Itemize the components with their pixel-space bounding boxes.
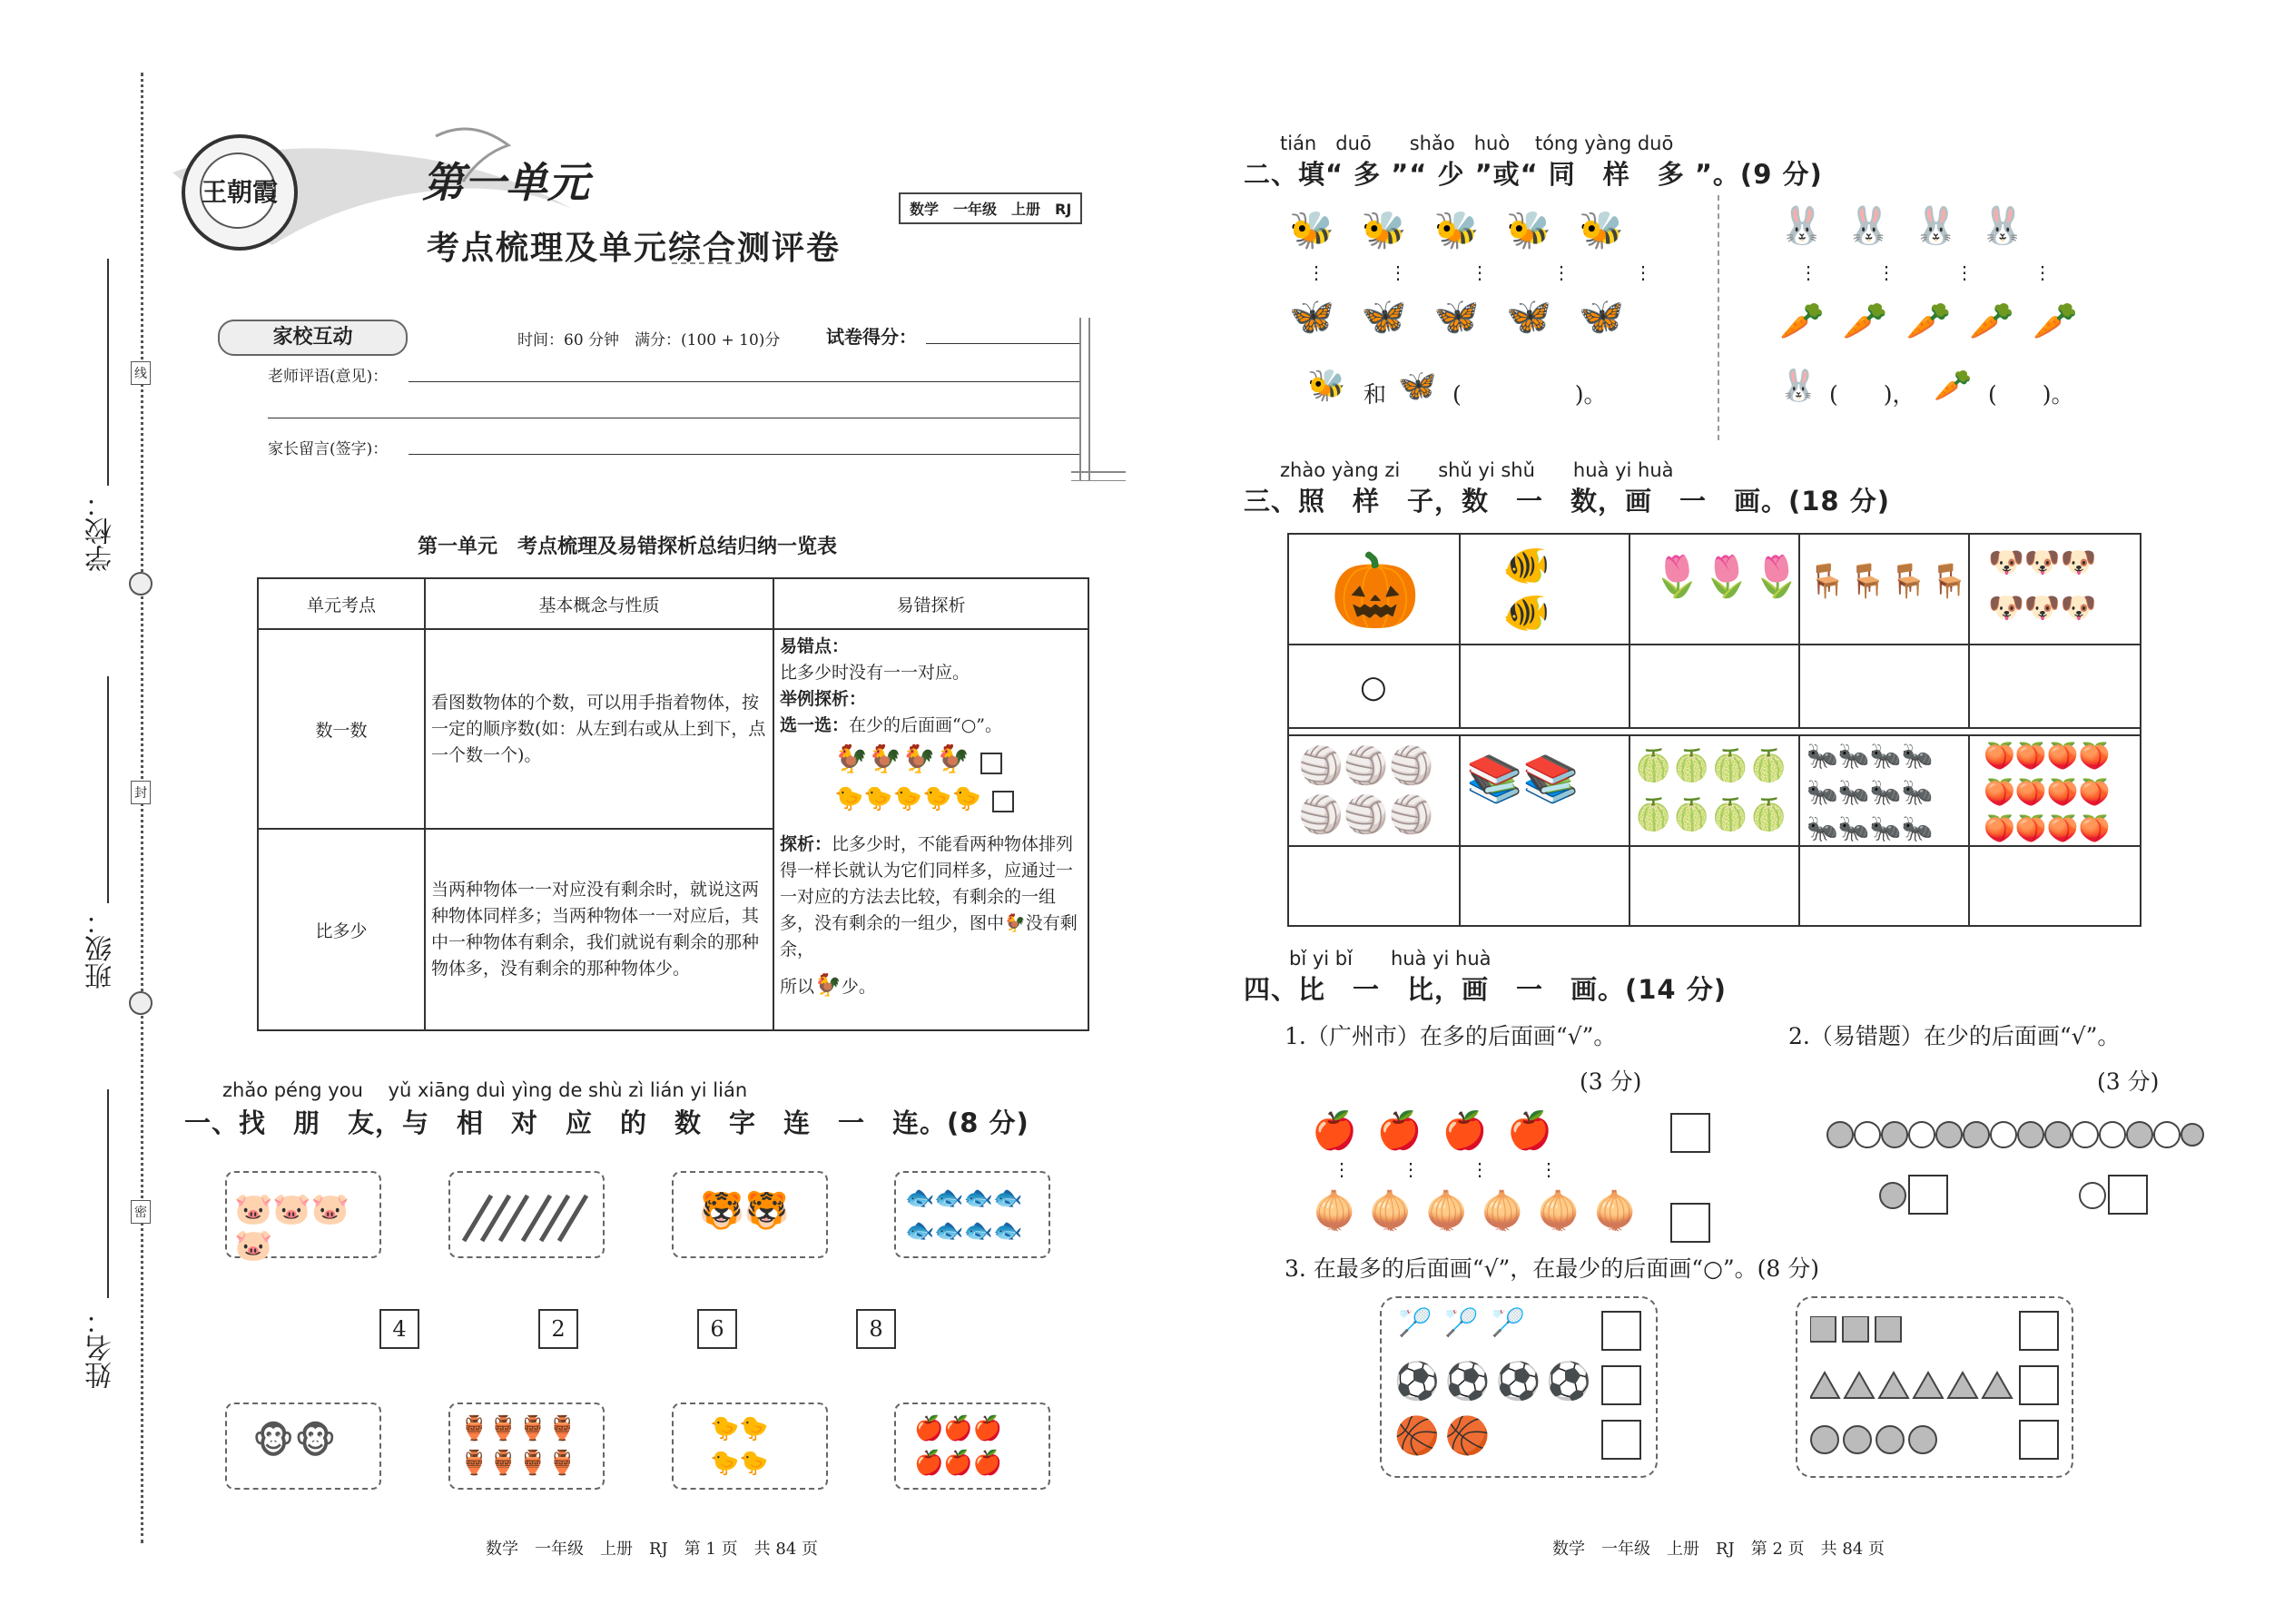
corner-decoration xyxy=(1071,300,1126,481)
jar-icon: 🏺🏺🏺🏺 🏺🏺🏺🏺 xyxy=(459,1415,577,1477)
teacher-comment-field[interactable] xyxy=(409,381,1080,382)
time-info: 时间：60 分钟 满分：(100 + 10)分 xyxy=(517,331,781,349)
answer-box[interactable] xyxy=(2019,1365,2059,1405)
picture-card[interactable] xyxy=(894,1403,1050,1490)
goldfish-icon: 🐠 🐠 xyxy=(1502,543,1551,635)
answer-cell[interactable] xyxy=(1289,847,1459,925)
bee-icon: 🐝 xyxy=(1307,368,1346,404)
tiger-icon: 🐯🐯 xyxy=(699,1190,790,1232)
apple-icon: 🍎🍎🍎 🍎🍎🍎 xyxy=(914,1415,1003,1477)
book-icon: 📚📚 xyxy=(1466,753,1580,805)
answer-box[interactable] xyxy=(1670,1113,1710,1153)
picture-card[interactable] xyxy=(448,1403,605,1490)
rabbit-icon: 🐰 xyxy=(1779,368,1818,404)
seal-mark: 线 xyxy=(131,361,151,385)
q2-title: 二、填“ 多 ”“ 少 ”或“ 同 样 多 ”。(9 分) xyxy=(1244,159,1823,190)
q4-sub1: 1.（广州市）在多的后面画“√”。 xyxy=(1285,1023,1617,1049)
choose-text: 在少的后面画“○”。 xyxy=(849,715,1003,735)
q4-pinyin: bǐ yi bǐ huà yi huà xyxy=(1289,948,1492,969)
answer-cell[interactable] xyxy=(1970,847,2138,925)
parent-comment-field[interactable] xyxy=(409,454,1080,455)
carrot-icon: 🥕 xyxy=(1934,368,1973,404)
melon-icon: 🍈🍈🍈🍈 🍈🍈🍈🍈 xyxy=(1634,748,1788,833)
chick-row xyxy=(834,786,1082,826)
answer-box[interactable] xyxy=(1601,1311,1641,1351)
analysis-text-2: 没有剩余， xyxy=(780,913,1078,960)
answer-box[interactable] xyxy=(2019,1311,2059,1351)
rooster-icon: 🐓 xyxy=(1004,913,1026,933)
answer-box[interactable] xyxy=(1601,1365,1641,1405)
seal-mark: 封 xyxy=(131,781,151,804)
answer-box[interactable] xyxy=(2108,1175,2148,1215)
answer-box[interactable] xyxy=(992,791,1014,812)
binding-hole xyxy=(129,572,153,595)
q3-title: 三、照 样 子，数 一 数，画 一 画。(18 分) xyxy=(1244,486,1890,517)
school-label: 学校： xyxy=(85,490,117,572)
brand-name: 王朝霞 xyxy=(201,177,278,207)
answer-box[interactable] xyxy=(1601,1420,1641,1460)
gray-bead xyxy=(1879,1182,1906,1209)
page-footer-left: 数学 一年级 上册 RJ 第 1 页 共 84 页 xyxy=(486,1540,819,1559)
unit-title: 第一单元 xyxy=(422,158,589,207)
ball-icon: 🏐🏐🏐 🏐🏐🏐 xyxy=(1298,745,1434,836)
ant-icon: 🐜🐜🐜🐜 🐜🐜🐜🐜 🐜🐜🐜🐜 xyxy=(1807,741,1934,843)
bird-icon: 🐤🐤 🐤🐤 xyxy=(710,1415,769,1477)
table-cell-error-analysis xyxy=(773,629,1088,1030)
shuttlecock-icon: 🏸🏸🏸 xyxy=(1398,1307,1539,1339)
answer-blank[interactable]: ( )， xyxy=(1829,381,1915,408)
apple-icon: 🍎🍎🍎🍎 xyxy=(1312,1110,1573,1152)
picture-card[interactable] xyxy=(225,1403,381,1490)
number-card[interactable]: 4 xyxy=(379,1309,419,1349)
number-card[interactable]: 8 xyxy=(856,1309,896,1349)
score-label: 试卷得分： xyxy=(826,326,917,348)
q2-pinyin: tián duō shǎo huò tóng yàng duō xyxy=(1280,133,1674,154)
answer-cell[interactable] xyxy=(1800,645,1968,725)
answer-cell[interactable] xyxy=(1461,847,1629,925)
class-label: 班级： xyxy=(85,908,117,989)
q4-sub3: 3. 在最多的后面画“√”，在最少的后面画“○”。(8 分) xyxy=(1285,1255,1820,1282)
football-icon: ⚽⚽⚽⚽ xyxy=(1394,1361,1598,1403)
sample-circle: ○ xyxy=(1360,669,1387,705)
butterfly-icon: 🦋 xyxy=(1398,368,1437,404)
q1-pinyin: zhǎo péng you yǔ xiāng duì yìng de shù zì lián yi lián xyxy=(222,1079,748,1101)
answer-box[interactable] xyxy=(1670,1203,1710,1243)
butterfly-icon: 🦋🦋🦋🦋🦋 xyxy=(1289,296,1652,338)
error-point: 比多少时没有一一对应。 xyxy=(780,663,970,683)
binding-dotted-line xyxy=(141,73,143,1543)
picture-card xyxy=(1380,1296,1658,1478)
score-field[interactable] xyxy=(926,343,1080,344)
q4-title: 四、比 一 比，画 一 画。(14 分) xyxy=(1244,974,1727,1005)
answer-cell[interactable] xyxy=(1461,645,1629,725)
q3-pinyin: zhào yàng zi shǔ yi shǔ huà yi huà xyxy=(1280,459,1674,481)
seal-mark: 密 xyxy=(131,1200,151,1224)
q4-sub2: 2.（易错题）在少的后面画“√”。 xyxy=(1788,1023,2121,1049)
chick-icon: 🐤🐤🐤🐤🐤 xyxy=(834,785,981,812)
rooster-icon: 🐓 xyxy=(814,972,842,998)
answer-cell[interactable] xyxy=(1630,645,1798,725)
q4-sub2-score: (3 分) xyxy=(2097,1068,2160,1095)
basketball-icon: 🏀🏀 xyxy=(1394,1415,1496,1457)
divider xyxy=(1718,195,1719,440)
bee-icon: 🐝🐝🐝🐝🐝 xyxy=(1289,210,1652,251)
carrot-icon: 🥕🥕🥕🥕🥕 xyxy=(1779,300,2097,342)
picture-card[interactable] xyxy=(448,1171,605,1258)
answer-cell[interactable] xyxy=(1630,847,1798,925)
number-card[interactable]: 2 xyxy=(538,1309,578,1349)
name-label: 姓名： xyxy=(85,1307,117,1389)
rooster-row xyxy=(834,743,1082,786)
q1-title: 一、找 朋 友，与 相 对 应 的 数 字 连 一 连。(8 分) xyxy=(184,1107,1029,1138)
answer-cell[interactable] xyxy=(1970,645,2138,725)
and-text: 和 xyxy=(1364,381,1387,408)
picture-card[interactable] xyxy=(672,1403,828,1490)
analysis-text-4: 少。 xyxy=(841,977,876,997)
count-grid xyxy=(1287,533,2141,927)
answer-box[interactable] xyxy=(1908,1175,1948,1215)
table-cell-point: 比多少 xyxy=(258,829,425,1030)
page-subtitle: 考点梳理及单元综合测评卷 xyxy=(427,229,842,267)
school-underline xyxy=(107,259,109,486)
pumpkin-icon: 🎃 xyxy=(1330,548,1421,633)
answer-box[interactable] xyxy=(2019,1420,2059,1460)
parent-comment-label: 家长留言(签字)： xyxy=(268,440,389,458)
answer-blank[interactable]: ( )。 xyxy=(1452,381,1607,408)
choose-label: 选一选： xyxy=(780,715,850,735)
picture-card[interactable] xyxy=(894,1171,1050,1258)
tulip-icon: 🌷🌷🌷 xyxy=(1652,554,1802,600)
picture-card xyxy=(1796,1296,2073,1478)
analysis-text: 比多少时，不能看两种物体排列得一样长就认为它们同样多，应通过一一对应的方法去比较，有剩余的一组多，没有剩余的一组少，图中 xyxy=(780,834,1074,933)
match-dots: ⋮⋮⋮⋮⋮ xyxy=(1307,261,1716,283)
peach-icon: 🍑🍑🍑🍑 🍑🍑🍑🍑 🍑🍑🍑🍑 xyxy=(1984,741,2111,843)
picture-card[interactable] xyxy=(672,1171,828,1258)
monkey-icon: 🐵🐵 xyxy=(252,1421,337,1462)
family-school-badge: 家校互动 xyxy=(218,320,408,356)
page-footer-right: 数学 一年级 上册 RJ 第 2 页 共 84 页 xyxy=(1552,1540,1885,1559)
summary-table xyxy=(257,577,1089,1031)
radish-icon: 🧅🧅🧅🧅🧅🧅 xyxy=(1312,1190,1649,1232)
rabbit-icon: 🐰🐰🐰🐰 xyxy=(1779,205,2048,247)
class-underline xyxy=(107,676,109,903)
white-bead xyxy=(2079,1182,2106,1209)
subject-tag: 数学 一年级 上册 RJ xyxy=(899,192,1082,224)
carrot-icon xyxy=(450,1173,603,1256)
number-card[interactable]: 6 xyxy=(697,1309,737,1349)
chair-icon: 🪑🪑🪑🪑 xyxy=(1807,563,1970,600)
summary-title: 第一单元 考点梳理及易错探析总结归纳一览表 xyxy=(418,535,838,558)
answer-cell[interactable] xyxy=(1800,847,1968,925)
shape-rows xyxy=(1810,1316,2019,1471)
table-cell-point: 数一数 xyxy=(258,629,425,829)
match-dots: ⋮⋮⋮⋮ xyxy=(1333,1158,1609,1180)
error-label: 易错点： xyxy=(780,636,850,656)
brand-logo xyxy=(182,134,298,251)
table-cell-concept: 当两种物体一一对应没有剩余时，就说这两种物体同样多；当两种物体一一对应后，其中一种物体有剩余，我们就说有剩余的那种物体多，没有剩余的那种物体少。 xyxy=(425,829,773,1030)
table-header: 单元考点 xyxy=(258,578,425,629)
name-underline xyxy=(107,1089,109,1298)
bead-string xyxy=(1820,1117,2206,1153)
match-dots: ⋮⋮⋮⋮ xyxy=(1799,261,2112,283)
analysis-label: 探析： xyxy=(780,834,832,854)
dog-icon: 🐶🐶🐶 🐶🐶🐶 xyxy=(1988,545,2097,625)
fish-icon: 🐟🐟🐟🐟 🐟🐟🐟🐟 xyxy=(905,1185,1023,1245)
table-header: 易错探析 xyxy=(773,578,1088,629)
analysis-text-3: 所以 xyxy=(780,977,815,997)
q4-sub1-score: (3 分) xyxy=(1580,1068,1642,1095)
picture-card[interactable] xyxy=(225,1171,381,1264)
teacher-comment-label: 老师评语(意见)： xyxy=(268,368,389,386)
binding-hole xyxy=(129,991,153,1015)
pig-icon: 🐷🐷🐷🐷 xyxy=(234,1191,350,1264)
answer-blank[interactable]: ( )。 xyxy=(1988,381,2074,408)
rooster-icon: 🐓🐓🐓🐓 xyxy=(834,743,970,775)
table-header: 基本概念与性质 xyxy=(425,578,773,629)
table-cell-concept: 看图数物体的个数，可以用手指着物体，按一定的顺序数(如：从左到右或从上到下，点一个数一个)。 xyxy=(425,629,773,829)
example-label: 举例探析： xyxy=(780,689,867,709)
answer-box[interactable] xyxy=(980,753,1002,774)
